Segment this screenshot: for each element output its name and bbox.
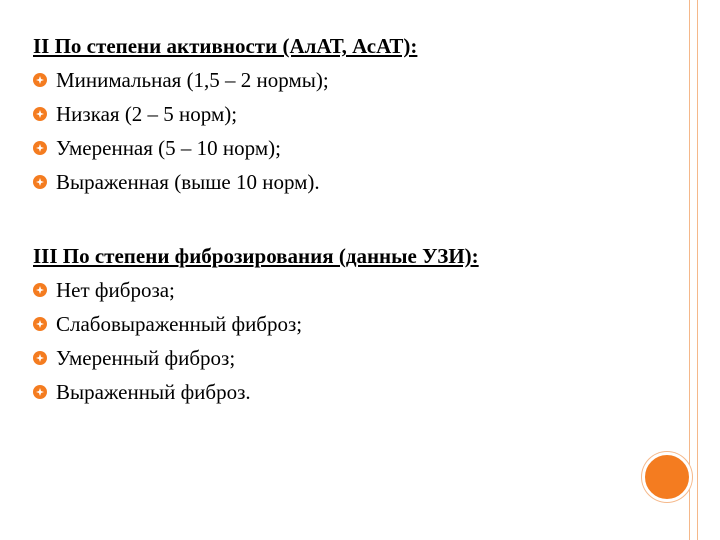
list-item-label: Слабовыраженный фиброз; (56, 312, 303, 336)
star-bullet-icon (33, 141, 47, 155)
star-bullet-icon (33, 175, 47, 189)
list-item-label: Умеренный фиброз; (56, 346, 236, 370)
list-item (33, 345, 479, 371)
list-item (33, 379, 479, 405)
list-item-label: Нет фиброза; (56, 278, 175, 302)
list-item-label: Низкая (2 – 5 норм); (56, 102, 238, 126)
list-item-label: Выраженная (выше 10 норм). (56, 170, 320, 194)
section-title: II По степени активности (АлАТ, АсАТ): (33, 34, 418, 58)
list-item (33, 311, 479, 337)
section-fibrosis (33, 243, 479, 413)
star-bullet-icon (33, 73, 47, 87)
list-item (33, 277, 479, 303)
frame-line-right (697, 0, 698, 540)
list-item-label: Минимальная (1,5 – 2 нормы); (56, 68, 329, 92)
section-title: III По степени фиброзирования (данные УЗИ): (33, 244, 479, 268)
list-item-label: Умеренная (5 – 10 норм); (56, 136, 281, 160)
list-item (33, 101, 417, 127)
list-item-label: Выраженный фиброз. (56, 380, 251, 404)
star-bullet-icon (33, 317, 47, 331)
star-bullet-icon (33, 107, 47, 121)
frame-line-left (689, 0, 690, 540)
decorative-orange-circle (642, 452, 692, 502)
list-item (33, 169, 417, 195)
list-item (33, 67, 417, 93)
star-bullet-icon (33, 283, 47, 297)
star-bullet-icon (33, 385, 47, 399)
star-bullet-icon (33, 351, 47, 365)
section-activity (33, 33, 417, 203)
list-item (33, 135, 417, 161)
